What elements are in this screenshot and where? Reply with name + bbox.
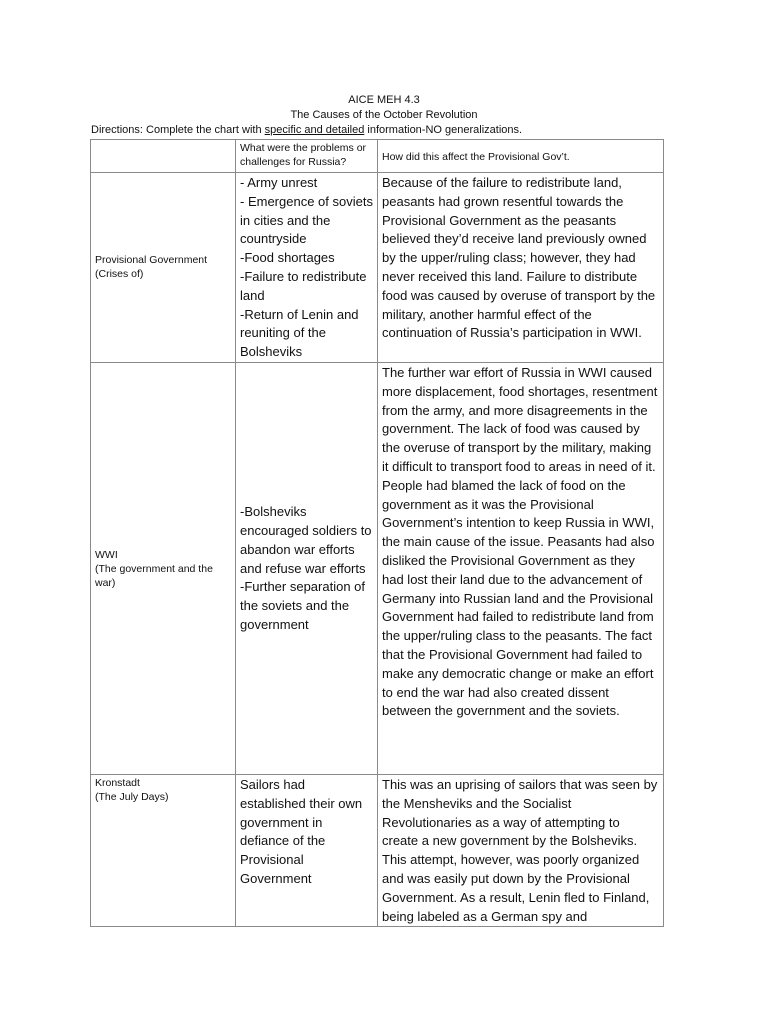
effect-cell [378,362,664,774]
document-subtitle: The Causes of the October Revolution [290,109,478,121]
row-label-main: Provisional Government [95,254,208,267]
causes-chart-table [90,139,664,927]
problems-cell [236,173,378,363]
effect-text: This was an uprising of sailors that was seen by the Mensheviks and the Socialist Revolutionaries as a way of attempting to create a new government by the Bolsheviks. This attempt, however, was poorly organized and was easily put down by the Provisional Government. As a result, Lenin fled to Finland, being labeled as a German spy and [382,776,658,924]
row-label-cell [91,362,236,774]
problem-item: Sailors had established their own government in defiance of the Provisional Government [240,776,363,886]
effect-cell [378,774,664,926]
problem-item: - Emergence of soviets in cities and the countryside [240,193,373,247]
table-row [91,774,664,926]
effect-cell [378,173,664,363]
table-row [91,173,664,363]
row-label-cell [91,173,236,363]
directions-prefix: Directions: Complete the chart with [91,124,265,136]
header-blank-cell [91,140,236,173]
row-label-sub: (The government and the war) [95,562,213,589]
effect-text: Because of the failure to redistribute land, peasants had grown resentful towards the Provisional Government as the peasants believed they’d receive land previously owned by the upper/ruling class; however, they had never received this land. Failure to distribute food was caused by overuse of transport by the military, another harmful effect of the continuation of Russia’s participation in WWI. [382,175,656,341]
directions-suffix: information-NO generalizations. [364,124,523,136]
effect-text: The further war effort of Russia in WWI caused more displacement, food shortages, resentment from the army, and more disagreements in the government. The lack of food was caused by the overuse of transport by the military, making it difficult to transport food to areas in need of it. People had blamed the lack of food on the government as it was the Provisional Government’s intention to keep Russia in WWI, the main cause of the issue. Peasants had also disliked the Provisional Government as they had lost their land due to the advancement of Germany into Russian land and the Provisional Government had failed to redistribute land from the upper/ruling class to the peasants. The fact that the Provisional Government had failed to make any democratic change or make an effort to end the war had also created dissent between the government and the soviets. [382,364,658,719]
problems-cell [236,362,378,774]
header-problems: What were the problems or challenges for Russia? [236,140,378,173]
row-label-cell [91,774,236,926]
row-label-main: WWI [95,548,118,561]
row-label-sub: (The July Days) [95,790,169,803]
directions-underlined: specific and detailed [264,124,365,136]
problem-item: -Failure to redistribute land [240,268,367,303]
row-label-sub: (Crises of) [95,268,144,281]
row-label-main: Kronstadt [95,776,140,789]
table-row [91,362,664,774]
problem-item: -Bolsheviks encouraged soldiers to abandon war efforts and refuse war efforts [240,504,372,576]
problems-cell [236,774,378,926]
problem-item: -Further separation of the soviets and the government [240,579,366,632]
problem-item: - Army unrest [240,175,318,190]
problem-item: -Return of Lenin and reuniting of the Bolsheviks [240,306,359,360]
header-effect: How did this affect the Provisional Gov’t. [378,140,664,173]
table-header-row [91,140,664,173]
document-title: AICE MEH 4.3 [348,94,420,106]
directions-text [91,123,522,137]
problem-item: -Food shortages [240,250,335,266]
